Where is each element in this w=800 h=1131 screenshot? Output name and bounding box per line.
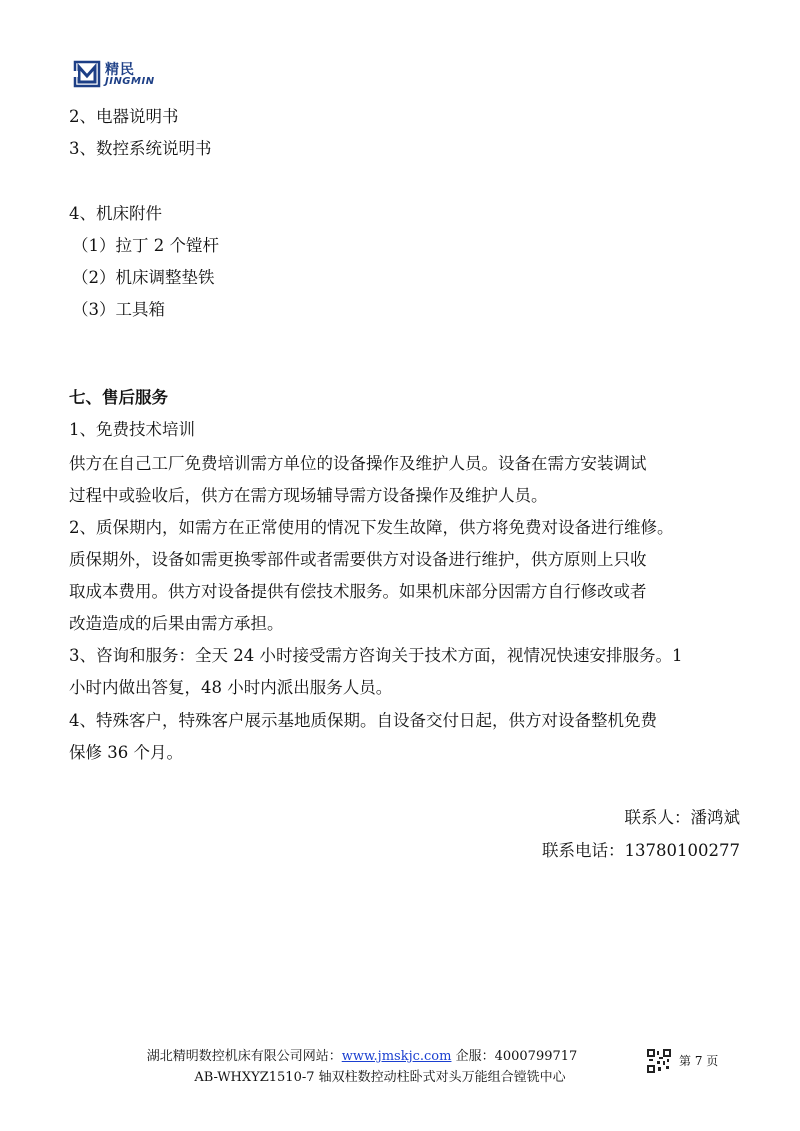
jingmin-logo-icon [72,60,102,88]
doc-line: 保修 36 个月。 [69,743,183,762]
doc-line: 1、免费技术培训 [69,420,195,439]
logo-english-text: JINGMIN [105,76,155,87]
doc-line: 2、电器说明书 [69,107,179,126]
doc-line: 4、机床附件 [69,204,162,223]
doc-line: （1）拉丁 2 个镗杆 [72,236,219,255]
doc-line: 质保期外，设备如需更换零部件或者需要供方对设备进行维护，供方原则上只收 [69,550,647,569]
doc-line: 4、特殊客户，特殊客户展示基地质保期。自设备交付日起，供方对设备整机免费 [69,711,657,730]
doc-line: 改造造成的后果由需方承担。 [69,614,284,633]
footer-service-phone: 企服：4000799717 [451,1049,578,1064]
doc-line: 小时内做出答复，48 小时内派出服务人员。 [69,678,393,697]
doc-line: （2）机床调整垫铁 [72,268,215,287]
footer-company: 湖北精明数控机床有限公司网站： [146,1049,342,1064]
doc-line: （3）工具箱 [72,300,165,319]
doc-line: 供方在自己工厂免费培训需方单位的设备操作及维护人员。设备在需方安装调试 [69,454,647,473]
doc-line: 2、质保期内，如需方在正常使用的情况下发生故障，供方将免费对设备进行维修。 [69,518,674,537]
doc-line: 3、数控系统说明书 [69,139,212,158]
page-number: 第 7 页 [679,1054,719,1068]
contact-person: 联系人：潘鸿斌 [624,808,740,827]
footer-website-link[interactable]: www.jmskjc.com [341,1049,452,1064]
doc-line: 3、咨询和服务：全天 24 小时接受需方咨询关于技术方面，视情况快速安排服务。1 [69,646,683,665]
doc-line: 取成本费用。供方对设备提供有偿技术服务。如果机床部分因需方自行修改或者 [69,582,647,601]
doc-line: 过程中或验收后，供方在需方现场辅导需方设备操作及维护人员。 [69,486,548,505]
contact-phone: 联系电话：13780100277 [542,841,740,860]
company-logo [72,58,182,90]
logo-chinese-text: 精民 [105,62,135,78]
section-heading: 七、售后服务 [69,388,168,407]
footer-model: AB-WHXYZ1510-7 轴双柱数控动柱卧式对头万能组合镗铣中心 [194,1070,566,1085]
